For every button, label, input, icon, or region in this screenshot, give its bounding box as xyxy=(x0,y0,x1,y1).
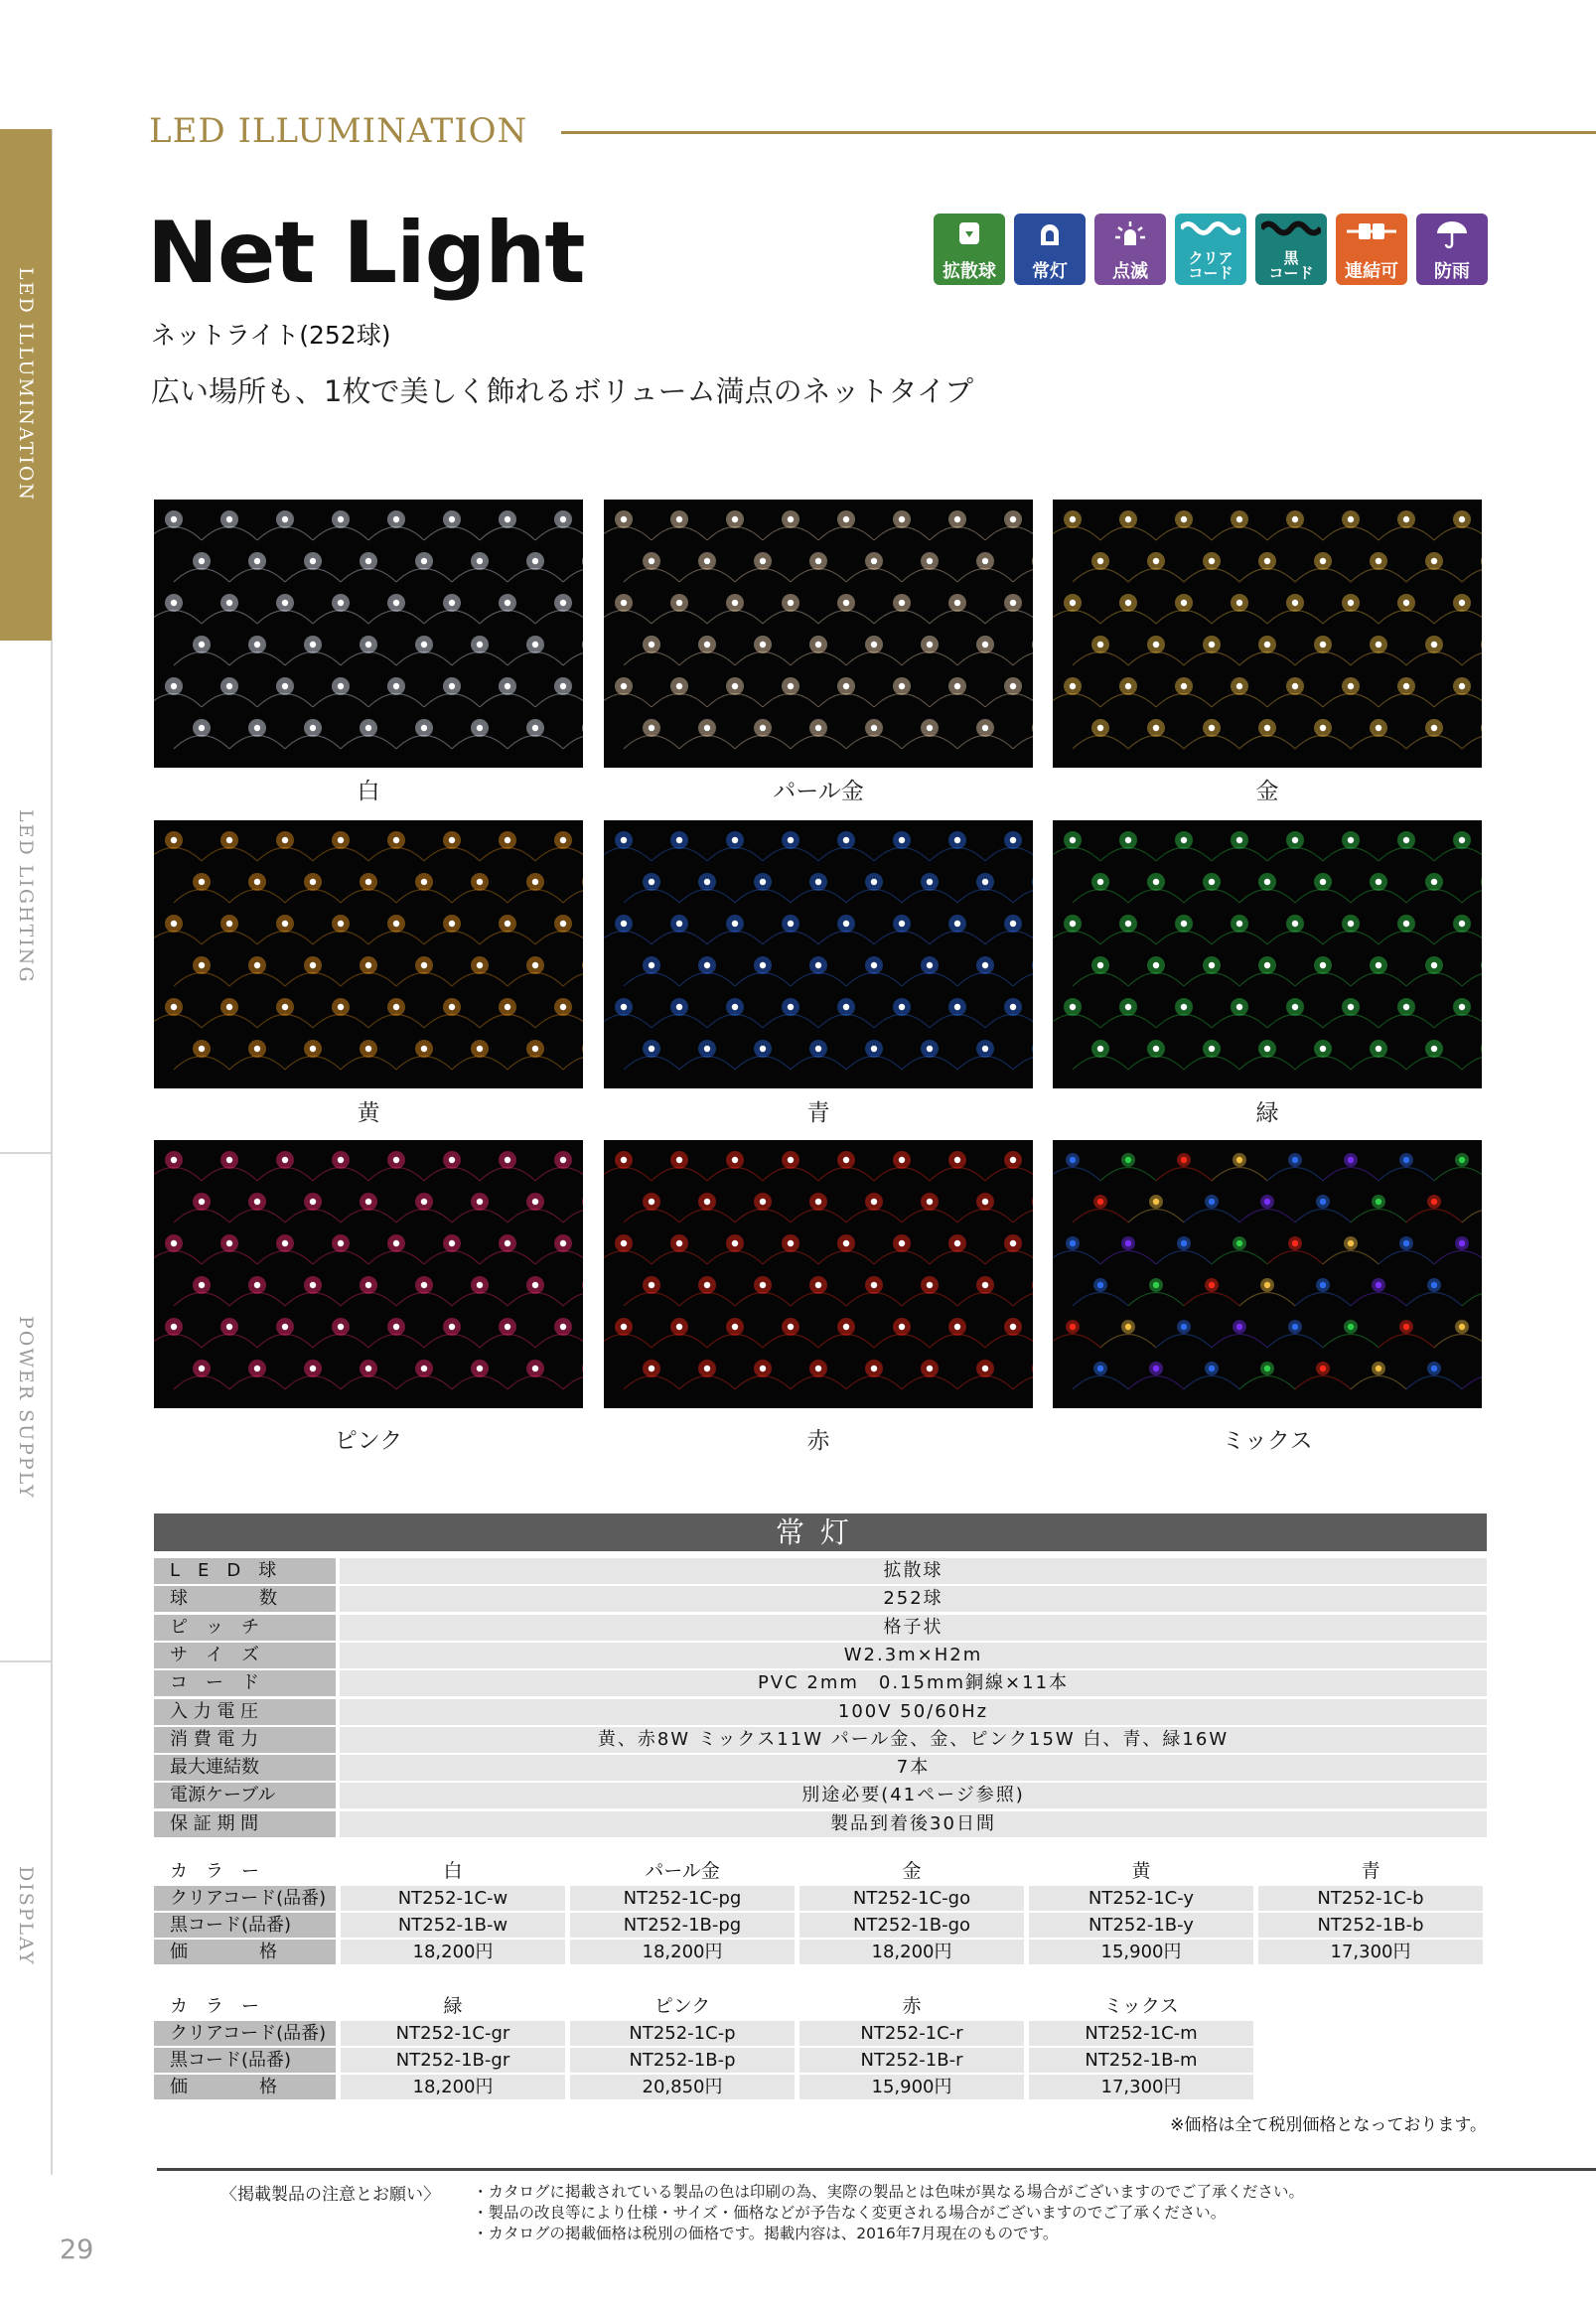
photo-caption: パール金 xyxy=(773,779,864,804)
spec-label: 保 証 期 間 xyxy=(154,1811,336,1837)
spec-row xyxy=(154,1811,1487,1837)
price-cell: 17,300円 xyxy=(1258,1940,1483,1964)
feature-black-cord xyxy=(1255,214,1327,285)
price-cell: NT252-1C-y xyxy=(1029,1886,1253,1911)
price-table-row xyxy=(154,2021,1253,2046)
price-row-label: 価 格 xyxy=(154,2075,336,2099)
photo-net-light xyxy=(604,1140,1033,1408)
price-color-name: 青 xyxy=(1361,1860,1380,1882)
price-row-label: クリアコード(品番) xyxy=(154,1886,336,1911)
photo-net-light xyxy=(604,820,1033,1088)
price-table-row xyxy=(154,2048,1253,2073)
price-cell: NT252-1B-b xyxy=(1258,1913,1483,1938)
price-row-label: 黒コード(品番) xyxy=(154,2048,336,2073)
umbrella-icon xyxy=(1416,219,1488,249)
spec-label: ピ ッ チ xyxy=(154,1615,336,1641)
spec-value: 100V 50/60Hz xyxy=(340,1699,1487,1725)
spec-label: 入 力 電 圧 xyxy=(154,1699,336,1725)
photo-net-light xyxy=(154,500,583,768)
price-cell: NT252-1B-r xyxy=(799,2048,1024,2073)
price-table-row xyxy=(154,1940,1483,1964)
spec-label: 電源ケーブル xyxy=(154,1783,336,1808)
price-cell: NT252-1B-gr xyxy=(341,2048,565,2073)
spec-value: W2.3m×H2m xyxy=(340,1643,1487,1668)
price-cell: NT252-1C-gr xyxy=(341,2021,565,2046)
footer-note: ・製品の改良等により仕様・サイズ・価格などが予告なく変更される場合がございますのでご了承ください。 xyxy=(473,2204,1227,2222)
feature-label: 拡散球 xyxy=(943,261,996,283)
price-color-name: パール金 xyxy=(645,1860,720,1882)
price-cell: NT252-1C-pg xyxy=(570,1886,795,1911)
spec-row xyxy=(154,1670,1487,1696)
price-row-label: 価 格 xyxy=(154,1940,336,1964)
header-rule xyxy=(561,131,1596,134)
feature-label: 点滅 xyxy=(1112,261,1148,283)
footer-rule xyxy=(157,2168,1596,2171)
price-cell: 15,900円 xyxy=(799,2075,1024,2099)
footer-label: 〈掲載製品の注意とお願い〉 xyxy=(220,2185,440,2205)
clear-cord-icon xyxy=(1175,219,1246,237)
feature-label: 防雨 xyxy=(1434,261,1470,283)
price-color-name: ミックス xyxy=(1103,1995,1179,2017)
price-cell: NT252-1B-y xyxy=(1029,1913,1253,1938)
footer-note: ・カタログに掲載されている製品の色は印刷の為、実際の製品とは色味が異なる場合がございますのでご了承ください。 xyxy=(473,2183,1305,2201)
price-cell: 18,200円 xyxy=(341,1940,565,1964)
feature-label: 常灯 xyxy=(1032,261,1068,283)
spec-row xyxy=(154,1558,1487,1584)
side-tab-label: POWER SUPPLY xyxy=(15,1315,37,1500)
price-cell: NT252-1B-pg xyxy=(570,1913,795,1938)
price-cell: NT252-1C-b xyxy=(1258,1886,1483,1911)
footer-note: ・カタログの掲載価格は税別の価格です。掲載内容は、2016年7月現在のものです。 xyxy=(473,2225,1059,2242)
photo-caption: 赤 xyxy=(806,1428,830,1454)
spec-value: 7本 xyxy=(340,1755,1487,1781)
tagline: 広い場所も、1枚で美しく飾れるボリューム満点のネットタイプ xyxy=(151,374,974,408)
price-table-color-row xyxy=(154,1859,1483,1884)
feature-blink xyxy=(1094,214,1166,285)
feature-label: 連結可 xyxy=(1345,261,1398,283)
price-cell: 15,900円 xyxy=(1029,1940,1253,1964)
spec-label: 球 数 xyxy=(154,1586,336,1612)
photo-caption: 緑 xyxy=(1255,1100,1279,1126)
side-tab-led-lighting[interactable] xyxy=(0,641,52,1152)
price-cell: NT252-1B-go xyxy=(799,1913,1024,1938)
price-color-label: カ ラ ー xyxy=(170,1861,259,1882)
spec-row xyxy=(154,1783,1487,1808)
spec-value: PVC 2mm 0.15mm銅線×11本 xyxy=(340,1670,1487,1696)
price-table-row xyxy=(154,1886,1483,1911)
price-cell: NT252-1C-m xyxy=(1029,2021,1253,2046)
price-note: ※価格は全て税別価格となっております。 xyxy=(1170,2115,1487,2135)
spec-value: 別途必要(41ページ参照) xyxy=(340,1783,1487,1808)
diffuse-bulb-icon xyxy=(934,219,1005,249)
side-tab-label: LED ILLUMINATION xyxy=(15,267,37,503)
price-cell: NT252-1B-m xyxy=(1029,2048,1253,2073)
feature-label: 黒 コード xyxy=(1268,248,1314,283)
feature-steady xyxy=(1014,214,1086,285)
price-cell: NT252-1B-p xyxy=(570,2048,795,2073)
photo-net-light xyxy=(1053,1140,1482,1408)
page-number: 29 xyxy=(60,2234,94,2265)
photo-net-light xyxy=(1053,820,1482,1088)
spec-row xyxy=(154,1615,1487,1641)
black-cord-icon xyxy=(1255,219,1327,237)
page-title: Net Light xyxy=(147,204,585,303)
spec-label: 最大連結数 xyxy=(154,1755,336,1781)
price-cell: 20,850円 xyxy=(570,2075,795,2099)
price-cell: NT252-1C-go xyxy=(799,1886,1024,1911)
price-color-name: ピンク xyxy=(653,1995,711,2017)
spec-row xyxy=(154,1727,1487,1753)
connector-icon xyxy=(1336,219,1407,243)
spec-value: 格子状 xyxy=(340,1615,1487,1641)
photo-caption: 金 xyxy=(1255,779,1279,804)
price-color-name: 赤 xyxy=(902,1995,922,2017)
price-cell: NT252-1C-p xyxy=(570,2021,795,2046)
spec-label: 消 費 電 力 xyxy=(154,1727,336,1753)
price-cell: 17,300円 xyxy=(1029,2075,1253,2099)
spec-row xyxy=(154,1643,1487,1668)
page-subtitle: ネットライト(252球) xyxy=(151,321,391,350)
feature-rainproof xyxy=(1416,214,1488,285)
photo-caption: ピンク xyxy=(334,1428,403,1454)
spec-row xyxy=(154,1755,1487,1781)
price-color-name: 金 xyxy=(902,1860,922,1882)
side-tab-led-illumination[interactable] xyxy=(0,129,52,641)
side-tab-label: DISPLAY xyxy=(15,1865,37,1966)
spec-row xyxy=(154,1699,1487,1725)
price-table-color-row xyxy=(154,1994,1253,2019)
spec-label: コ ー ド xyxy=(154,1670,336,1696)
price-cell: 18,200円 xyxy=(799,1940,1024,1964)
photo-caption: ミックス xyxy=(1222,1428,1313,1454)
side-tab-power-supply[interactable] xyxy=(0,1154,52,1660)
price-cell: 18,200円 xyxy=(341,2075,565,2099)
feature-label: クリア コード xyxy=(1188,248,1233,283)
section-label: LED ILLUMINATION xyxy=(149,111,528,151)
spec-value: 黄、赤8W ミックス11W パール金、金、ピンク15W 白、青、緑16W xyxy=(340,1727,1487,1753)
price-color-label: カ ラ ー xyxy=(170,1996,259,2017)
photo-caption: 青 xyxy=(806,1100,830,1126)
price-cell: NT252-1B-w xyxy=(341,1913,565,1938)
spec-table-header: 常灯 xyxy=(154,1513,1487,1551)
spec-label: サ イ ズ xyxy=(154,1643,336,1668)
price-row-label: 黒コード(品番) xyxy=(154,1913,336,1938)
photo-net-light xyxy=(604,500,1033,768)
side-tab-display[interactable] xyxy=(0,1662,52,2169)
spec-value: 製品到着後30日間 xyxy=(340,1811,1487,1837)
price-color-name: 緑 xyxy=(443,1995,463,2017)
photo-net-light xyxy=(1053,500,1482,768)
spec-row xyxy=(154,1586,1487,1612)
spec-label: L E D 球 xyxy=(154,1558,336,1584)
price-cell: NT252-1C-r xyxy=(799,2021,1024,2046)
spec-value: 252球 xyxy=(340,1586,1487,1612)
price-row-label: クリアコード(品番) xyxy=(154,2021,336,2046)
feature-connectable xyxy=(1336,214,1407,285)
photo-caption: 白 xyxy=(357,779,380,804)
side-tab-label: LED LIGHTING xyxy=(15,808,37,984)
price-cell: NT252-1C-w xyxy=(341,1886,565,1911)
photo-net-light xyxy=(154,820,583,1088)
spec-value: 拡散球 xyxy=(340,1558,1487,1584)
blink-bulb-icon xyxy=(1094,219,1166,249)
price-table-row xyxy=(154,1913,1483,1938)
feature-icons xyxy=(934,214,1488,285)
photo-net-light xyxy=(154,1140,583,1408)
price-table-row xyxy=(154,2075,1253,2099)
price-cell: 18,200円 xyxy=(570,1940,795,1964)
steady-bulb-icon xyxy=(1014,219,1086,249)
price-color-name: 黄 xyxy=(1131,1860,1151,1882)
price-color-name: 白 xyxy=(443,1860,463,1882)
photo-caption: 黄 xyxy=(357,1100,380,1126)
feature-clear-cord xyxy=(1175,214,1246,285)
feature-diffuse xyxy=(934,214,1005,285)
